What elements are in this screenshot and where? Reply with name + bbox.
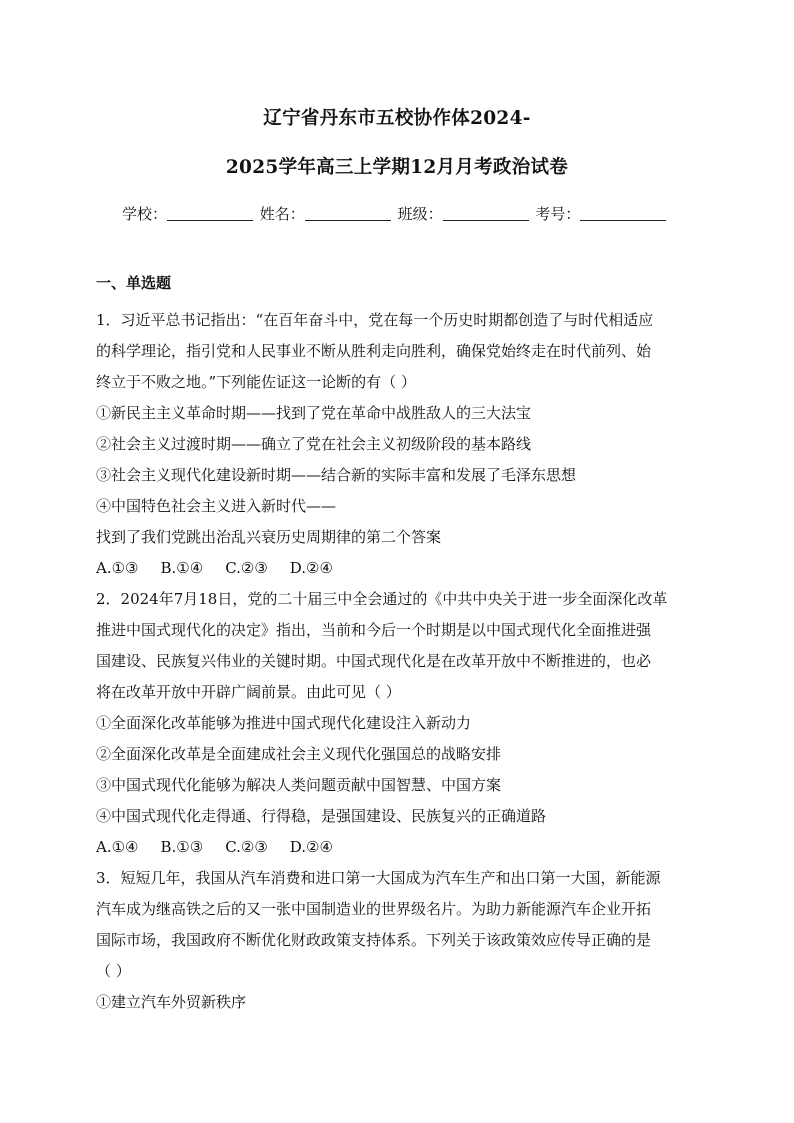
q3-stem-line: 3．短短几年，我国从汽车消费和进口第一大国成为汽车生产和出口第一大国，新能源 (96, 869, 661, 887)
q2-option-c[interactable]: C.②③ (225, 838, 268, 856)
document-title-line2: 2025学年高三上学期12月月考政治试卷 (225, 157, 569, 178)
q1-item-continuation: 找到了我们党跳出治乱兴衰历史周期律的第二个答案 (96, 528, 442, 546)
questions-body (96, 305, 700, 1018)
q3-item: ①建立汽车外贸新秩序 (96, 993, 247, 1011)
q1-stem-line: 的科学理论，指引党和人民事业不断从胜利走向胜利，确保党始终走在时代前列、始 (96, 342, 652, 360)
q1-options (96, 553, 700, 584)
name-blank[interactable] (305, 206, 391, 221)
q1-option-b[interactable]: B.①④ (160, 559, 204, 577)
q2-stem-line: 国建设、民族复兴伟业的关键时期。中国式现代化是在改革开放中不断推进的，也必 (96, 652, 652, 670)
document-title-line1: 辽宁省丹东市五校协作体2024- (263, 108, 531, 129)
school-blank[interactable] (167, 206, 253, 221)
q2-option-a[interactable]: A.①④ (96, 838, 139, 856)
q2-stem-line: 将在改革开放中开辟广阔前景。由此可见（ ） (96, 683, 401, 701)
q2-item: ②全面深化改革是全面建成社会主义现代化强国总的战略安排 (96, 745, 502, 763)
q2-item: ③中国式现代化能够为解决人类问题贡献中国智慧、中国方案 (96, 776, 502, 794)
q1-stem-line: 终立于不败之地。”下列能佐证这一论断的有（ ） (96, 373, 416, 391)
q1-option-a[interactable]: A.①③ (96, 559, 139, 577)
exam-number-blank[interactable] (580, 206, 666, 221)
q3-stem-line: 汽车成为继高铁之后的又一张中国制造业的世界级名片。为助力新能源汽车企业开拓 (96, 900, 652, 918)
name-label: 姓名： (259, 205, 305, 223)
q1-item: ②社会主义过渡时期——确立了党在社会主义初级阶段的基本路线 (96, 435, 532, 453)
q1-stem-line: 1．习近平总书记指出：“在百年奋斗中，党在每一个历史时期都创造了与时代相适应 (96, 311, 654, 329)
section-heading: 一、单选题 (96, 274, 172, 292)
class-blank[interactable] (443, 206, 529, 221)
q2-stem-line: 推进中国式现代化的决定》指出，当前和今后一个时期是以中国式现代化全面推进强 (96, 621, 652, 639)
student-info-row (122, 203, 668, 224)
school-label: 学校： (122, 205, 168, 223)
q1-item: ④中国特色社会主义进入新时代—— (96, 497, 337, 515)
q2-item: ①全面深化改革能够为推进中国式现代化建设注入新动力 (96, 714, 472, 732)
q1-item: ①新民主主义革命时期——找到了党在革命中战胜敌人的三大法宝 (96, 404, 532, 422)
q1-item: ③社会主义现代化建设新时期——结合新的实际丰富和发展了毛泽东思想 (96, 466, 577, 484)
q2-options (96, 832, 700, 863)
exam-number-label: 考号： (535, 205, 581, 223)
q3-stem-line: （ ） (96, 962, 131, 980)
q2-option-b[interactable]: B.①③ (160, 838, 204, 856)
q2-option-d[interactable]: D.②④ (289, 838, 333, 856)
q2-item: ④中国式现代化走得通、行得稳，是强国建设、民族复兴的正确道路 (96, 807, 547, 825)
class-label: 班级： (397, 205, 443, 223)
q1-option-d[interactable]: D.②④ (289, 559, 333, 577)
q3-stem-line: 国际市场，我国政府不断优化财政政策支持体系。下列关于该政策效应传导正确的是 (96, 931, 652, 949)
q2-stem-line: 2．2024年7月18日，党的二十届三中全会通过的《中共中央关于进一步全面深化改革 (96, 590, 668, 608)
q1-option-c[interactable]: C.②③ (225, 559, 268, 577)
